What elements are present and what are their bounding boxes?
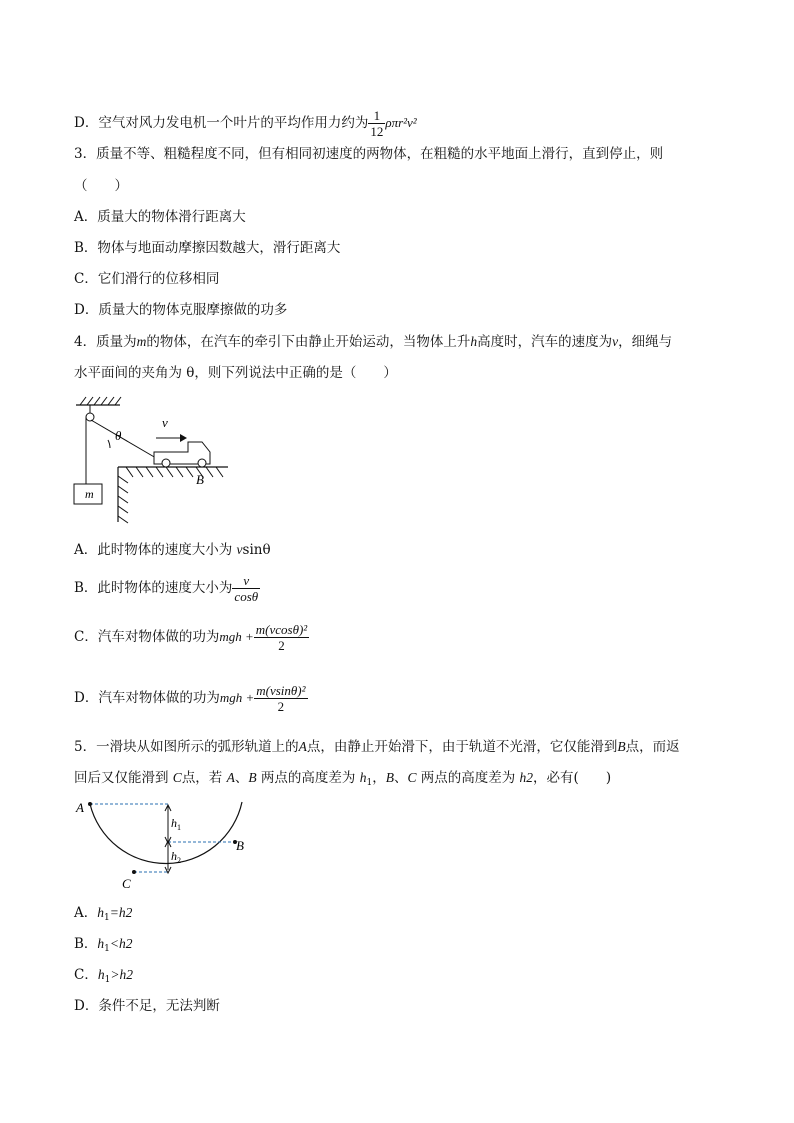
q5-stem: 5．一滑块从如图所示的弧形轨道上的A点，由静止开始滑下，由于轨道不光滑，它仅能滑到B点，而返 <box>74 739 680 755</box>
theta-label: θ <box>115 428 122 443</box>
q4-option-c: C．汽车对物体做的功为mgh + $\frac{\text{m(vcosθ)²}}{2}$ <box>74 622 308 653</box>
pulley-icon <box>86 413 94 421</box>
q3-stem: 3．质量不等、粗糙程度不同，但有相同初速度的两物体，在粗糙的水平地面上滑行，直到停止，则 <box>74 146 664 162</box>
point-b-label: B <box>196 472 204 487</box>
q4-stem: 4．质量为m的物体，在汽车的牵引下由静止开始运动，当物体上升h高度时，汽车的速度为v，细绳与 <box>74 334 673 350</box>
velocity-label: v <box>162 415 168 430</box>
q2-option-d: D．空气对风力发电机一个叶片的平均作用力约为 $\frac{1}{12}$ ρπr²v² <box>74 108 417 139</box>
q2-fraction: $\frac{1}{12}$ <box>370 108 384 139</box>
point-a-label: A <box>76 800 84 815</box>
q5-option-a: A．$h_1=h2$ <box>74 905 133 923</box>
mass-label: m <box>85 487 94 501</box>
q3-option-a: A．质量大的物体滑行距离大 <box>74 209 246 225</box>
q4-optc-fraction: $\frac{\text{m(vcosθ)²}}{2}$ <box>255 622 308 653</box>
q3-option-d: D．质量大的物体克服摩擦做的功多 <box>74 302 288 318</box>
q5-option-b: B．$h_1<h2$ <box>74 936 133 954</box>
h1-label: $h_1$ <box>171 816 181 832</box>
q4-optb-fraction: $\frac{v}{\cos\theta}$ <box>234 573 259 604</box>
q5-option-c: C．$h_1>h2$ <box>74 967 133 985</box>
point-c-label: C <box>122 876 131 891</box>
q5-stem-line2: 回后又仅能滑到 C点，若 A、B 两点的高度差为 $h_1$，B、C 两点的高度差为 h2，必有( ) <box>74 770 612 788</box>
q4-figure <box>70 392 235 527</box>
q5-option-d: D．条件不足，无法判断 <box>74 998 220 1014</box>
q4-stem-line2: 水平面间的夹角为 θ，则下列说法中正确的是（ ） <box>74 365 397 381</box>
q4-option-a: A．此时物体的速度大小为 vsinθ <box>74 542 271 558</box>
q5-figure <box>70 798 255 894</box>
q3-option-c: C．它们滑行的位移相同 <box>74 271 220 287</box>
h2-label: $h_2$ <box>171 849 181 865</box>
point-b-label: B <box>236 838 244 853</box>
q4-option-d: D．汽车对物体做的功为mgh + $\frac{\text{m(vsinθ)²}}{2}$ <box>74 683 306 714</box>
q3-answer-bracket: （ ） <box>74 178 128 194</box>
q4-option-b: B．此时物体的速度大小为 $\frac{v}{\cos\theta}$ <box>74 573 259 604</box>
q4-optd-fraction: $\frac{\text{m(vsinθ)²}}{2}$ <box>256 683 306 714</box>
arc-track <box>90 802 242 863</box>
velocity-arrow-icon <box>180 434 187 442</box>
q3-option-b: B．物体与地面动摩擦因数越大，滑行距离大 <box>74 240 341 256</box>
